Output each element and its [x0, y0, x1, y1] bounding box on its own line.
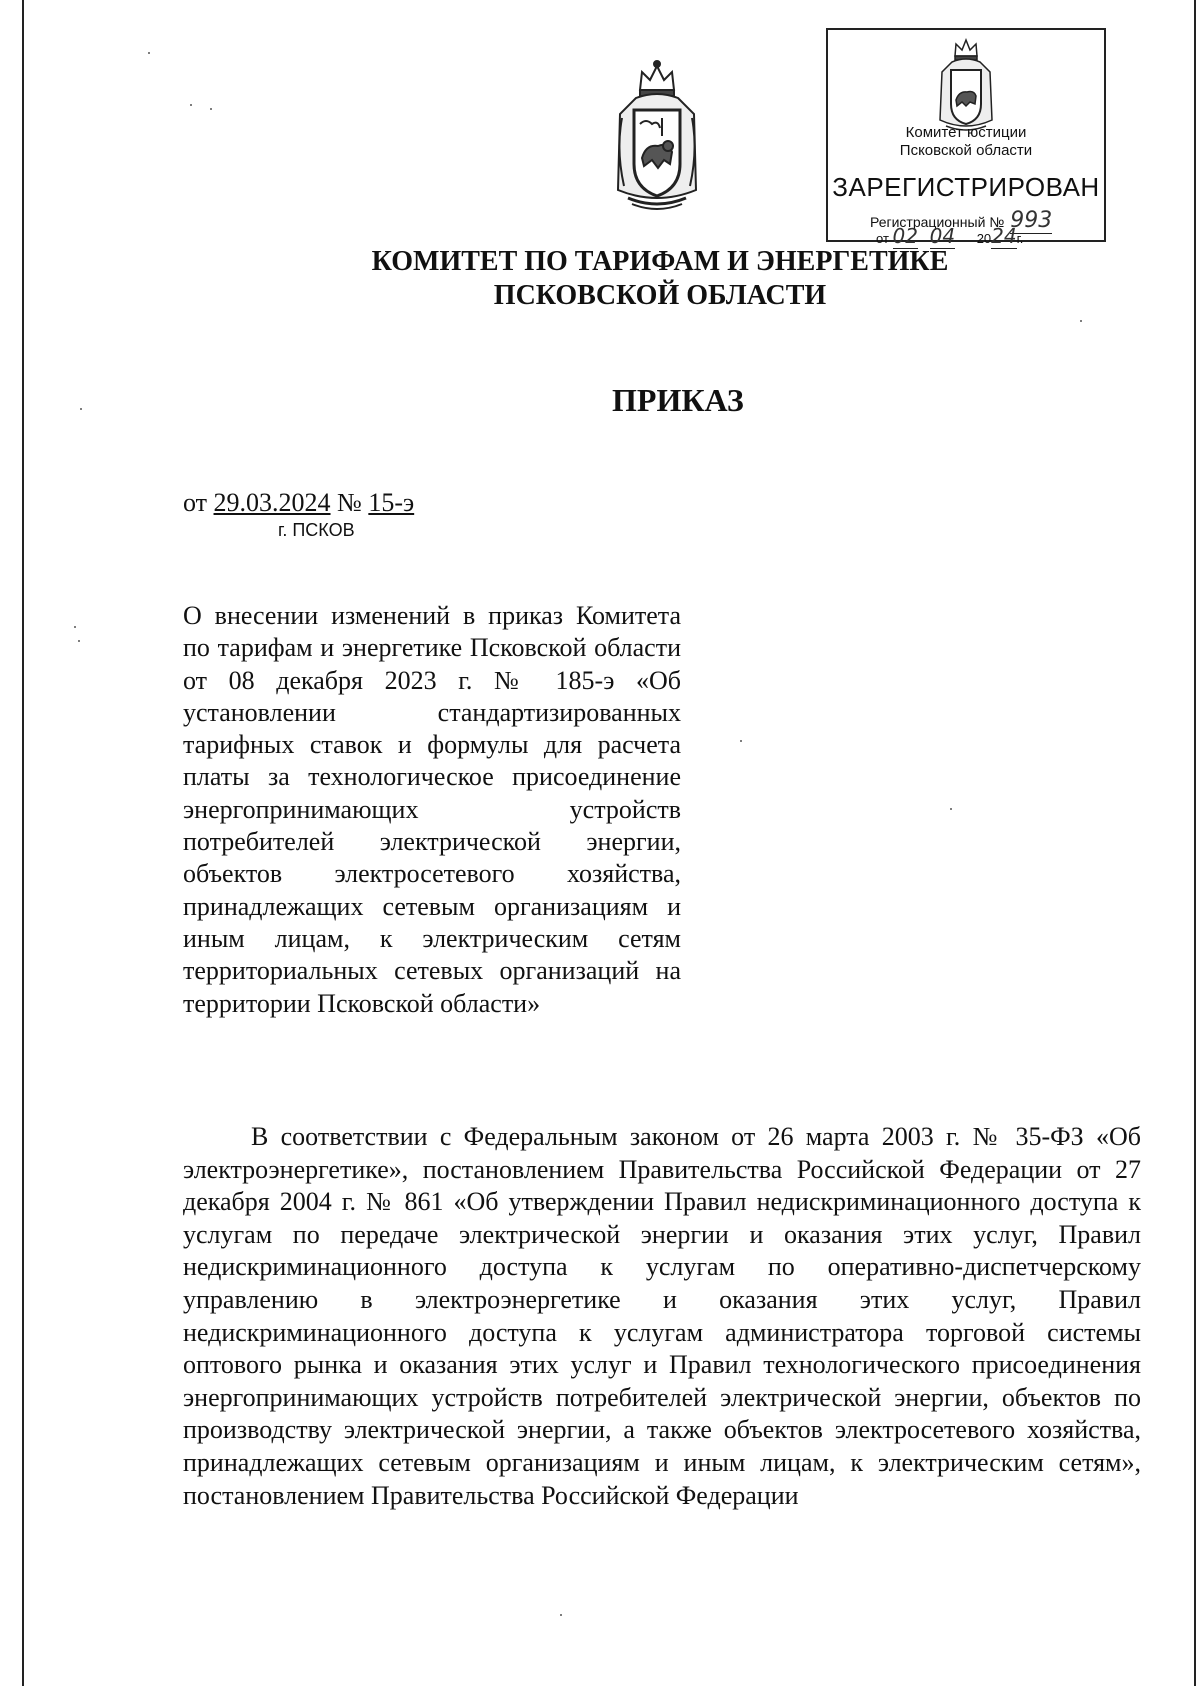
scan-speck	[148, 52, 150, 54]
stamp-date-year: 24	[991, 224, 1017, 248]
order-subject: О внесении изменений в приказ Комитета по тарифам и энергетике Псковской области от 08 декабря 2023 г. № 185-э «Об установлении стандартизированных тарифных ставок и формулы для расчета платы за технологическое присоединение энергопринимающих устройств потребителей электрической энергии, объектов электросетевого хозяйства, принадлежащих сетевым организациям и иным лицам, к электрическим сетям территориальных сетевых организаций на территории Псковской области»	[183, 601, 681, 1018]
stamp-org-line1: Комитет юстиции	[905, 124, 1027, 141]
scan-speck	[190, 104, 192, 106]
scan-speck	[950, 808, 952, 810]
stamp-reg-number: 993	[1010, 208, 1053, 233]
scan-speck	[80, 408, 82, 410]
scan-speck	[78, 640, 80, 642]
order-city: г. ПСКОВ	[278, 520, 355, 540]
stamp-org-line2: Псковской области	[899, 142, 1033, 159]
stamp-date-line	[876, 224, 1023, 248]
org-name-line1: КОМИТЕТ ПО ТАРИФАМ И ЭНЕРГЕТИКЕ	[371, 246, 949, 277]
stamp-reg-label: Регистрационный №	[870, 214, 1005, 230]
order-number-sign: №	[337, 488, 362, 517]
coat-of-arms-icon	[612, 60, 702, 212]
stamp-date-day: 02	[892, 224, 918, 248]
stamp-coat-of-arms-icon	[936, 36, 996, 136]
stamp-status: ЗАРЕГИСТРИРОВАН	[832, 172, 1100, 202]
scan-speck	[210, 108, 212, 110]
org-name-line2: ПСКОВСКОЙ ОБЛАСТИ	[493, 280, 827, 311]
stamp-date-month: 04	[929, 224, 956, 248]
order-date-prefix: от	[183, 488, 208, 517]
stamp-date-suffix: г.	[1016, 231, 1024, 246]
stamp-date-prefix: от	[876, 231, 889, 246]
stamp-date-year-prefix: 20	[976, 231, 992, 246]
registration-stamp	[826, 28, 1106, 248]
scan-speck	[1080, 320, 1082, 322]
scan-speck	[560, 1614, 562, 1616]
scan-speck	[740, 740, 742, 742]
document-title: ПРИКАЗ	[612, 382, 744, 418]
body-paragraph: В соответствии с Федеральным законом от 26 марта 2003 г. № 35-ФЗ «Об электроэнергетике», постановлением Правительства Российской Федерации от 27 декабря 2004 г. № 861 «Об утверждении Правил недискриминационного доступа к услугам по передаче электрической энергии и оказания этих услуг, Правил недискриминационного доступа к услугам по оперативно-диспетчерскому управлению в электроэнергетике и оказания этих услуг, Правил недискриминационного доступа к услугам администратора торговой системы оптового рынка и оказания этих услуг и Правил технологического присоединения энергопринимающих устройств потребителей электрической энергии, объектов по производству электрической энергии, а также объектов электросетевого хозяйства, принадлежащих сетевым организациям и иным лицам, к электрическим сетям», постановлением Правительства Российской Федерации	[183, 1122, 1141, 1510]
order-date-line	[183, 488, 414, 518]
scan-speck	[74, 626, 76, 628]
order-date: 29.03.2024	[213, 488, 331, 517]
order-number: 15-э	[368, 488, 415, 517]
scan-edge-left	[22, 0, 24, 1686]
